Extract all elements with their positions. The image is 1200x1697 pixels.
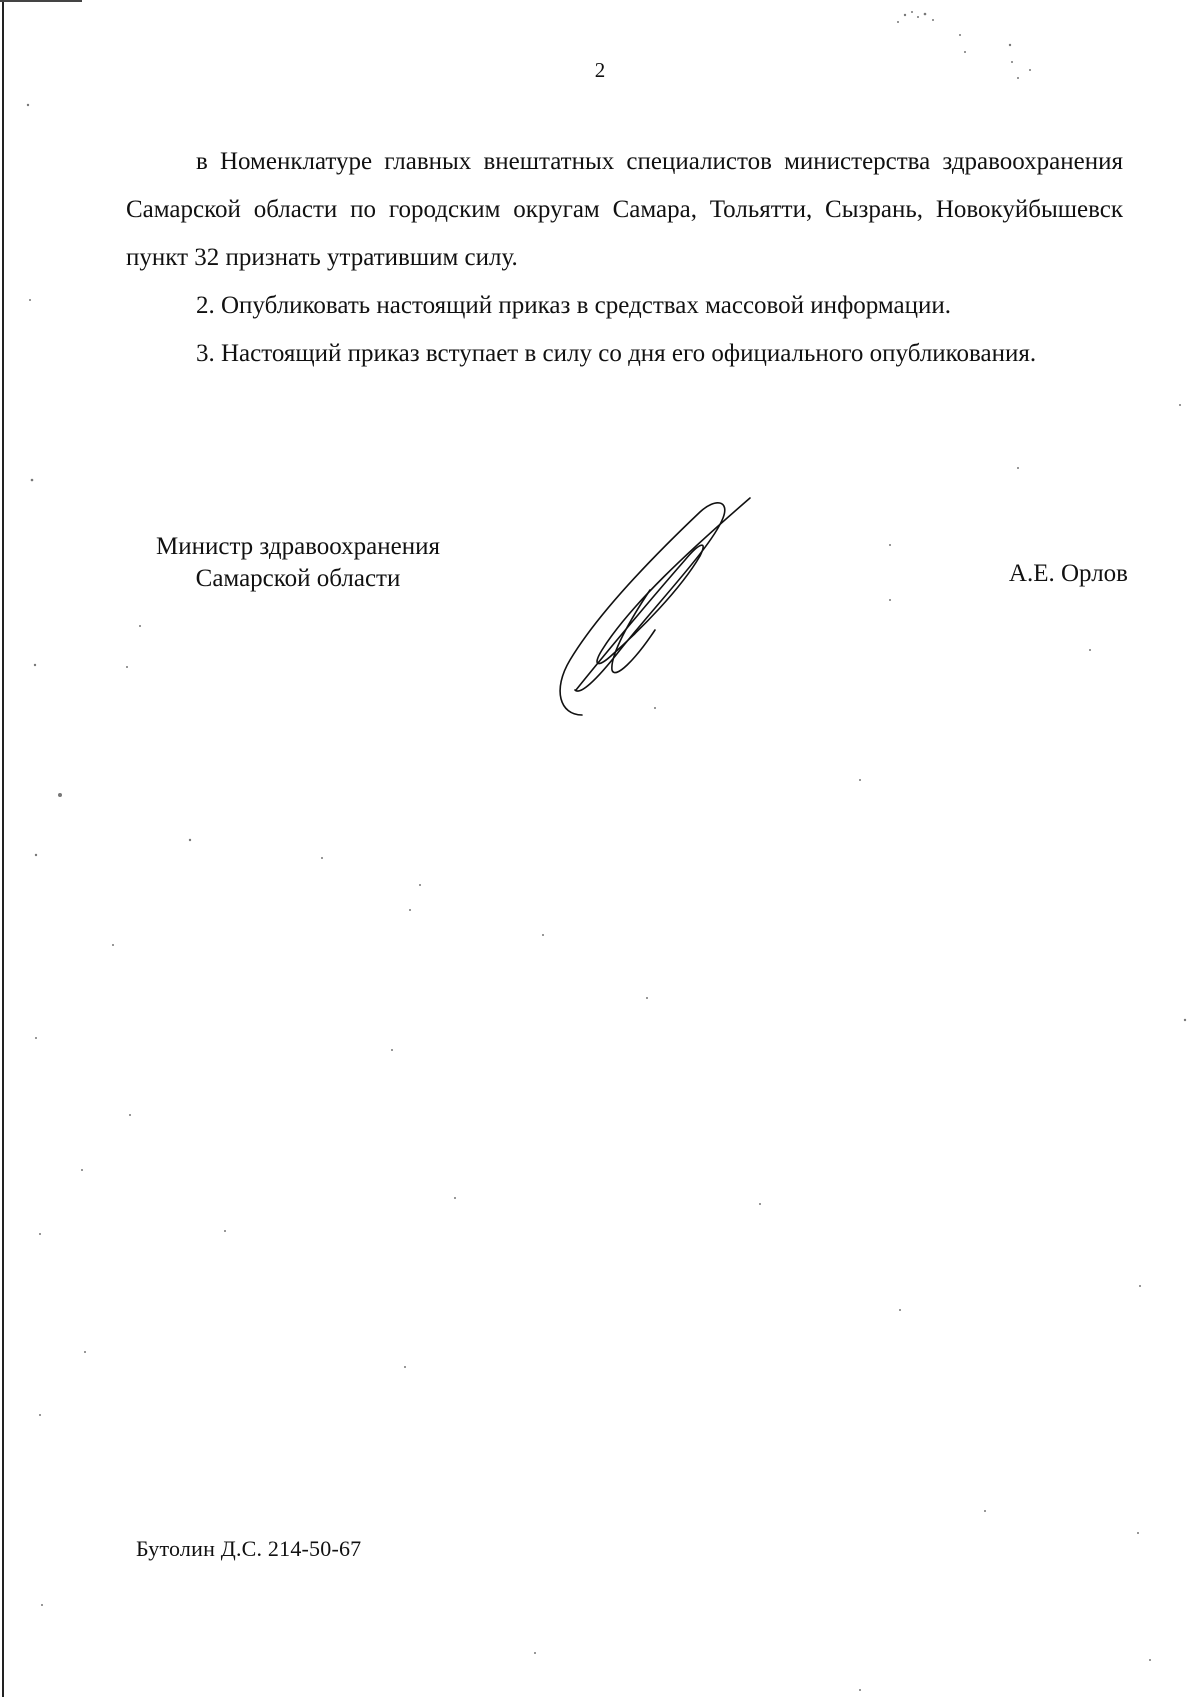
paragraph-effective: 3. Настоящий приказ вступает в силу со дня его официального опубликования. — [196, 340, 1037, 367]
scan-top-edge — [0, 0, 82, 2]
signatory-title — [128, 531, 468, 595]
signatory-name: А.Е. Орлов — [1008, 560, 1128, 587]
handwritten-signature — [540, 490, 820, 730]
signatory-title-line1: Министр здравоохранения — [155, 533, 441, 560]
document-body — [126, 138, 1123, 378]
paragraph-nomenclature: в Номенклатуре главных внештатных специалистов министерства здравоохранения Самарской области по городским округам Самара, Тольятти, Сызрань, Новокуйбышевск пункт 32 признать утратившим силу. — [126, 148, 1123, 271]
signatory-title-line2: Самарской области — [195, 565, 401, 592]
paragraph-publish: 2. Опубликовать настоящий приказ в средствах массовой информации. — [196, 292, 952, 319]
page-number: 2 — [594, 58, 606, 82]
scan-left-edge — [2, 0, 4, 1697]
executor-contact: Бутолин Д.С. 214-50-67 — [136, 1536, 362, 1561]
